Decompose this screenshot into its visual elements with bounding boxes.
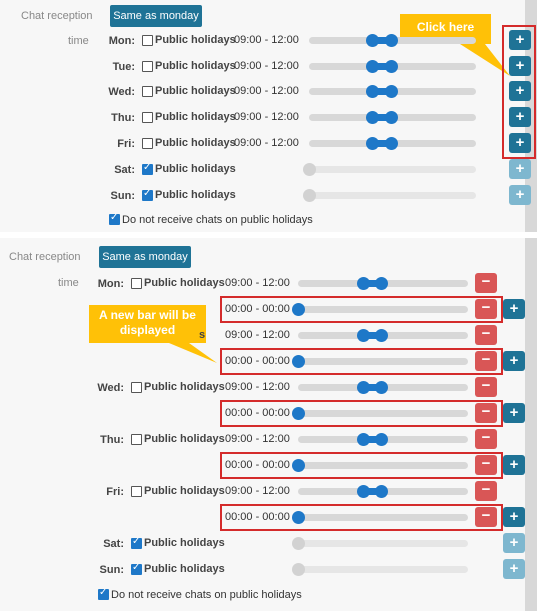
day-label-fri: Fri: xyxy=(117,138,135,150)
add-bar-button-wed[interactable]: + xyxy=(503,403,525,423)
no-holiday-chats-label: Do not receive chats on public holidays xyxy=(111,589,302,601)
holiday-checkbox-sat[interactable] xyxy=(131,538,142,549)
remove-new-bar-button-tue[interactable]: − xyxy=(475,351,497,371)
remove-bar-button-mon[interactable]: − xyxy=(475,273,497,293)
day-label-wed: Wed: xyxy=(108,86,135,98)
time-range-tue: 09:00 - 12:00 xyxy=(225,329,290,341)
slider-end-handle[interactable] xyxy=(385,137,398,150)
add-bar-button-thu[interactable]: + xyxy=(503,455,525,475)
holiday-label-sat: Public holidays xyxy=(144,537,225,549)
slider-end-handle[interactable] xyxy=(385,85,398,98)
slider-start-handle[interactable] xyxy=(357,277,370,290)
time-range-thu: 09:00 - 12:00 xyxy=(225,433,290,445)
time-slider-mon[interactable] xyxy=(298,280,468,287)
holiday-label-tue: Public holidays xyxy=(155,60,236,72)
slider-start-handle[interactable] xyxy=(357,381,370,394)
add-bar-button-fri[interactable]: + xyxy=(503,507,525,527)
day-label-tue: Tue: xyxy=(112,61,135,73)
slider-start-handle[interactable] xyxy=(357,485,370,498)
time-slider-sat[interactable] xyxy=(309,166,476,173)
slider-handle[interactable] xyxy=(292,303,305,316)
holiday-label-tue: s xyxy=(199,329,206,341)
holiday-checkbox-thu[interactable] xyxy=(142,112,153,123)
add-bar-button-tue[interactable]: + xyxy=(503,351,525,371)
holiday-label-thu: Public holidays xyxy=(144,433,225,445)
add-bar-button-mon[interactable]: + xyxy=(503,299,525,319)
time-slider-fri[interactable] xyxy=(309,140,476,147)
slider-start-handle[interactable] xyxy=(357,433,370,446)
time-range-wed: 09:00 - 12:00 xyxy=(225,381,290,393)
add-bar-button-fri[interactable]: + xyxy=(509,133,531,153)
add-bar-button-sun[interactable]: + xyxy=(503,559,525,579)
holiday-checkbox-fri[interactable] xyxy=(142,138,153,149)
same-as-monday-button[interactable]: Same as monday xyxy=(99,246,191,268)
day-label-mon: Mon: xyxy=(108,35,135,47)
holiday-checkbox-sat[interactable] xyxy=(142,164,153,175)
time-slider-mon[interactable] xyxy=(309,37,476,44)
time-slider-sun[interactable] xyxy=(298,566,468,573)
holiday-checkbox-mon[interactable] xyxy=(131,278,142,289)
same-as-monday-button[interactable]: Same as monday xyxy=(110,5,202,27)
add-bar-button-sun[interactable]: + xyxy=(509,185,531,205)
add-bar-button-tue[interactable]: + xyxy=(509,56,531,76)
add-bar-button-mon[interactable]: + xyxy=(509,30,531,50)
time-slider-wed[interactable] xyxy=(298,384,468,391)
time-range-mon: 09:00 - 12:00 xyxy=(225,277,290,289)
time-range-mon: 09:00 - 12:00 xyxy=(234,34,299,46)
day-label-mon: Mon: xyxy=(97,278,124,290)
new-time-range-mon: 00:00 - 00:00 xyxy=(225,303,290,315)
holiday-checkbox-thu[interactable] xyxy=(131,434,142,445)
chat-reception-label: Chat reception xyxy=(9,251,81,263)
day-label-sat: Sat: xyxy=(114,164,135,176)
click-here-callout: Click here xyxy=(400,14,491,44)
time-label: time xyxy=(58,277,79,289)
no-holiday-chats-checkbox[interactable] xyxy=(98,589,109,600)
slider-handle[interactable] xyxy=(303,189,316,202)
holiday-label-fri: Public holidays xyxy=(144,485,225,497)
remove-new-bar-button-mon[interactable]: − xyxy=(475,299,497,319)
new-time-range-fri: 00:00 - 00:00 xyxy=(225,511,290,523)
holiday-label-mon: Public holidays xyxy=(155,34,236,46)
holiday-label-sun: Public holidays xyxy=(144,563,225,575)
remove-bar-button-fri[interactable]: − xyxy=(475,481,497,501)
day-label-sun: Sun: xyxy=(99,564,124,576)
remove-new-bar-button-wed[interactable]: − xyxy=(475,403,497,423)
holiday-checkbox-wed[interactable] xyxy=(142,86,153,97)
slider-start-handle[interactable] xyxy=(357,329,370,342)
slider-end-handle[interactable] xyxy=(385,34,398,47)
day-label-fri: Fri: xyxy=(106,486,124,498)
day-label-sun: Sun: xyxy=(110,190,135,202)
time-slider-thu[interactable] xyxy=(298,436,468,443)
time-slider-sat[interactable] xyxy=(298,540,468,547)
time-range-thu: 09:00 - 12:00 xyxy=(234,111,299,123)
time-range-fri: 09:00 - 12:00 xyxy=(234,137,299,149)
new-time-range-wed: 00:00 - 00:00 xyxy=(225,407,290,419)
holiday-label-thu: Public holidays xyxy=(155,111,236,123)
day-label-sat: Sat: xyxy=(103,538,124,550)
slider-handle[interactable] xyxy=(292,511,305,524)
time-slider-sun[interactable] xyxy=(309,192,476,199)
scrollbar[interactable] xyxy=(525,238,537,611)
chat-reception-label: Chat reception xyxy=(21,10,93,22)
add-bar-button-wed[interactable]: + xyxy=(509,81,531,101)
holiday-checkbox-tue[interactable] xyxy=(142,61,153,72)
new-bar-callout: A new bar will be displayed xyxy=(89,305,206,343)
slider-handle[interactable] xyxy=(292,537,305,550)
new-time-slider-thu[interactable] xyxy=(298,462,468,469)
holiday-checkbox-sun[interactable] xyxy=(131,564,142,575)
time-label: time xyxy=(68,35,89,47)
slider-end-handle[interactable] xyxy=(385,60,398,73)
slider-handle[interactable] xyxy=(292,563,305,576)
holiday-label-sat: Public holidays xyxy=(155,163,236,175)
slider-handle[interactable] xyxy=(292,407,305,420)
no-holiday-chats-label: Do not receive chats on public holidays xyxy=(122,214,313,226)
slider-handle[interactable] xyxy=(292,459,305,472)
time-range-wed: 09:00 - 12:00 xyxy=(234,85,299,97)
add-bar-button-thu[interactable]: + xyxy=(509,107,531,127)
time-range-tue: 09:00 - 12:00 xyxy=(234,60,299,72)
holiday-label-mon: Public holidays xyxy=(144,277,225,289)
slider-end-handle[interactable] xyxy=(385,111,398,124)
new-time-slider-fri[interactable] xyxy=(298,514,468,521)
time-slider-wed[interactable] xyxy=(309,88,476,95)
slider-handle[interactable] xyxy=(303,163,316,176)
day-label-thu: Thu: xyxy=(111,112,135,124)
add-bar-button-sat[interactable]: + xyxy=(509,159,531,179)
time-slider-thu[interactable] xyxy=(309,114,476,121)
remove-new-bar-button-fri[interactable]: − xyxy=(475,507,497,527)
holiday-checkbox-sun[interactable] xyxy=(142,190,153,201)
remove-bar-button-tue[interactable]: − xyxy=(475,325,497,345)
time-slider-fri[interactable] xyxy=(298,488,468,495)
holiday-label-fri: Public holidays xyxy=(155,137,236,149)
holiday-checkbox-mon[interactable] xyxy=(142,35,153,46)
add-bar-button-sat[interactable]: + xyxy=(503,533,525,553)
holiday-label-wed: Public holidays xyxy=(144,381,225,393)
day-label-thu: Thu: xyxy=(100,434,124,446)
holiday-checkbox-fri[interactable] xyxy=(131,486,142,497)
day-label-wed: Wed: xyxy=(97,382,124,394)
holiday-label-wed: Public holidays xyxy=(155,85,236,97)
holiday-checkbox-wed[interactable] xyxy=(131,382,142,393)
new-time-range-thu: 00:00 - 00:00 xyxy=(225,459,290,471)
time-range-fri: 09:00 - 12:00 xyxy=(225,485,290,497)
holiday-label-sun: Public holidays xyxy=(155,189,236,201)
new-time-slider-mon[interactable] xyxy=(298,306,468,313)
no-holiday-chats-checkbox[interactable] xyxy=(109,214,120,225)
remove-new-bar-button-thu[interactable]: − xyxy=(475,455,497,475)
new-time-slider-wed[interactable] xyxy=(298,410,468,417)
new-time-range-tue: 00:00 - 00:00 xyxy=(225,355,290,367)
time-slider-tue[interactable] xyxy=(298,332,468,339)
remove-bar-button-wed[interactable]: − xyxy=(475,377,497,397)
slider-handle[interactable] xyxy=(292,355,305,368)
time-slider-tue[interactable] xyxy=(309,63,476,70)
new-time-slider-tue[interactable] xyxy=(298,358,468,365)
remove-bar-button-thu[interactable]: − xyxy=(475,429,497,449)
